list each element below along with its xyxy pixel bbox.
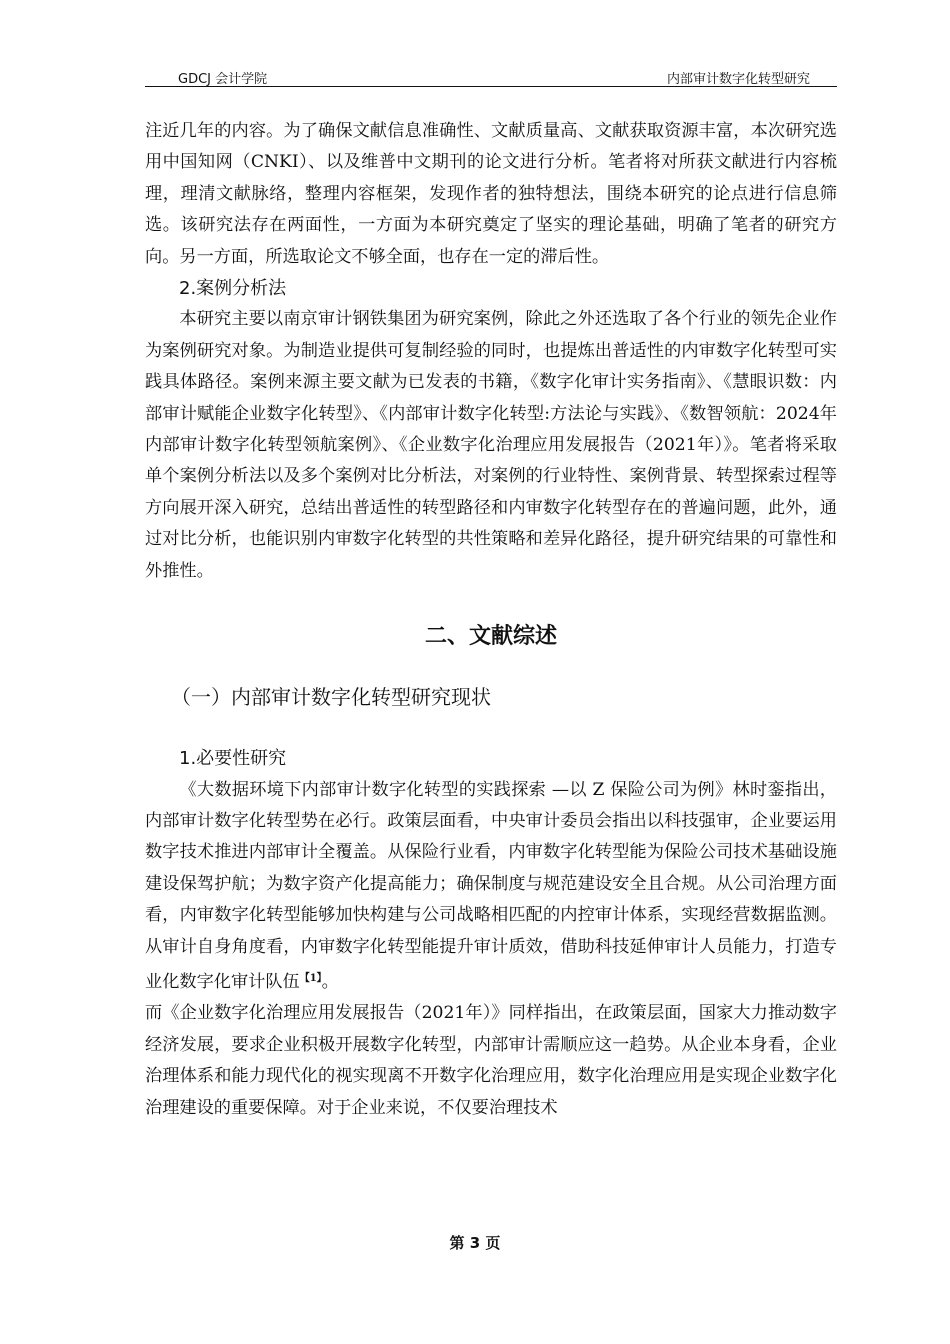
paragraph-literature-method: 注近几年的内容。为了确保文献信息准确性、文献质量高、文献获取资源丰富，本次研究选用中国知网（CNKI）、以及维普中文期刊的论文进行分析。笔者将对所获文献进行内容梳理，理清文献脉络，整理内容框架，发现作者的独特想法，围绕本研究的论点进行信息筛选。该研究法存在两面性，一方面为本研究奠定了坚实的理论基础，明确了笔者的研究方向。另一方面，所选取论文不够全面，也存在一定的滞后性。 — [145, 121, 837, 267]
section-heading: 二、文献综述 — [424, 624, 557, 650]
header-rule — [145, 86, 837, 87]
paragraph-necessity-text: 《大数据环境下内部审计数字化转型的实践探索 —以 Z 保险公司为例》林时銮指出，内部审计数字化转型势在必行。政策层面看，中央审计委员会指出以科技强审，企业要运用数字技术推进内部审计全覆盖。从保险行业看，内审数字化转型能为保险公司技术基础设施建设保驾护航；为数字资产化提高能力；确保制度与规范建设安全且合规。从公司治理方面看，内审数字化转型能够加快构建与公司战略相匹配的内控审计体系，实现经营数据监测。从审计自身角度看，内审数字化转型能提升审计质效，借助科技延伸审计人员能力，打造专业化数字化审计队伍 — [145, 779, 837, 992]
subheading-necessity: 1.必要性研究 — [179, 748, 287, 770]
body-text — [145, 116, 837, 1124]
header-right: 内部审计数字化转型研究 — [666, 72, 810, 87]
paragraph-necessity — [145, 775, 837, 999]
paragraph-necessity-end: 。 — [321, 971, 339, 992]
citation-ref[interactable]: 【1】 — [299, 972, 322, 984]
page-number: 第 3 页 — [449, 1234, 501, 1252]
subheading-case-method: 2.案例分析法 — [179, 278, 287, 300]
subsection-heading: （一）内部审计数字化转型研究现状 — [171, 685, 491, 710]
paragraph-report: 而《企业数字化治理应用发展报告（2021年）》同样指出，在政策层面，国家大力推动数字经济发展，要求企业积极开展数字化转型，内部审计需顺应这一趋势。从企业本身看，企业治理体系和能力现代化的视实现离不开数字化治理应用，数字化治理应用是实现企业数字化治理建设的重要保障。对于企业来说，不仅要治理技术 — [145, 1003, 837, 1118]
header-left: GDCJ 会计学院 — [178, 72, 268, 87]
paragraph-case-method: 本研究主要以南京审计钢铁集团为研究案例，除此之外还选取了各个行业的领先企业作为案例研究对象。为制造业提供可复制经验的同时，也提炼出普适性的内审数字化转型可实践具体路径。案例来源主要文献为已发表的书籍，《数字化审计实务指南》、《慧眼识数：内部审计赋能企业数字化转型》、《内部审计数字化转型:方法论与实践》、《数智领航：2024年内部审计数字化转型领航案例》、《企业数字化治理应用发展报告（2021年）》。笔者将采取单个案例分析法以及多个案例对比分析法，对案例的行业特性、案例背景、转型探索过程等方向展开深入研究，总结出普适性的转型路径和内审数字化转型存在的普遍问题，此外，通过对比分析，也能识别内审数字化转型的共性策略和差异化路径，提升研究结果的可靠性和外推性。 — [145, 309, 837, 581]
